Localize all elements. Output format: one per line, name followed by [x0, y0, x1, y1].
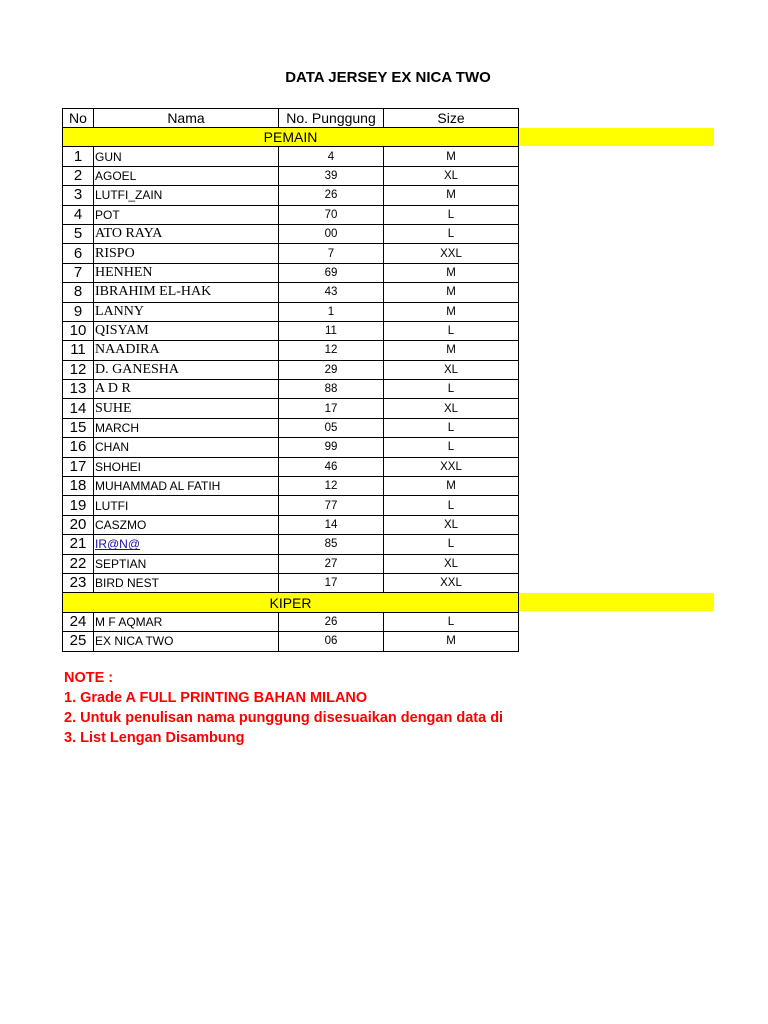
player-name-cell[interactable]: BIRD NEST [94, 573, 279, 592]
row-number-cell[interactable]: 18 [63, 477, 94, 496]
player-name-cell[interactable]: A D R [94, 380, 279, 399]
player-name-cell[interactable]: SHOHEI [94, 457, 279, 476]
jersey-number-cell[interactable]: 26 [279, 612, 384, 631]
table-row [63, 302, 519, 321]
sheet-title: DATA JERSEY EX NICA TWO [285, 69, 491, 86]
size-cell[interactable]: M [384, 147, 519, 166]
table-row [63, 224, 519, 243]
header-name[interactable]: Nama [94, 109, 279, 128]
table-row [63, 438, 519, 457]
player-name-cell[interactable]: NAADIRA [94, 341, 279, 360]
jersey-number-cell[interactable]: 46 [279, 457, 384, 476]
jersey-number-cell[interactable]: 06 [279, 632, 384, 651]
player-name-cell[interactable]: LUTFI_ZAIN [94, 186, 279, 205]
table-row [63, 535, 519, 554]
header-number[interactable]: No. Punggung [279, 109, 384, 128]
row-number-cell[interactable]: 16 [63, 438, 94, 457]
size-cell[interactable]: M [384, 283, 519, 302]
row-number-cell[interactable]: 20 [63, 515, 94, 534]
row-number-cell[interactable]: 14 [63, 399, 94, 418]
note-item: 3. List Lengan Disambung [64, 730, 245, 746]
player-name-cell[interactable]: MARCH [94, 418, 279, 437]
player-name-cell[interactable]: SUHE [94, 399, 279, 418]
header-size[interactable]: Size [384, 109, 519, 128]
jersey-number-cell[interactable]: 99 [279, 438, 384, 457]
row-number-cell[interactable]: 1 [63, 147, 94, 166]
jersey-number-cell[interactable]: 11 [279, 321, 384, 340]
jersey-number-cell[interactable]: 69 [279, 263, 384, 282]
table-row [63, 360, 519, 379]
size-cell[interactable]: XXL [384, 457, 519, 476]
notes-block [64, 668, 503, 748]
player-name-cell[interactable]: RISPO [94, 244, 279, 263]
jersey-table [62, 108, 519, 652]
size-cell[interactable]: M [384, 186, 519, 205]
table-row [63, 263, 519, 282]
table-row [63, 496, 519, 515]
table-row [63, 321, 519, 340]
header-no[interactable]: No [63, 109, 94, 128]
table-row [63, 612, 519, 631]
size-cell[interactable]: L [384, 496, 519, 515]
table-row [63, 205, 519, 224]
table-row [63, 341, 519, 360]
jersey-number-cell[interactable]: 88 [279, 380, 384, 399]
row-number-cell[interactable]: 15 [63, 418, 94, 437]
jersey-number-cell[interactable]: 77 [279, 496, 384, 515]
player-name-cell[interactable]: D. GANESHA [94, 360, 279, 379]
jersey-number-cell[interactable]: 17 [279, 399, 384, 418]
size-cell[interactable]: M [384, 477, 519, 496]
jersey-number-cell[interactable]: 00 [279, 224, 384, 243]
player-name-cell[interactable]: EX NICA TWO [94, 632, 279, 651]
note-item: 2. Untuk penulisan nama punggung disesuaikan dengan data di [64, 710, 504, 726]
row-number-cell[interactable]: 6 [63, 244, 94, 263]
row-number-cell[interactable]: 7 [63, 263, 94, 282]
size-cell[interactable]: L [384, 380, 519, 399]
jersey-number-cell[interactable]: 12 [279, 477, 384, 496]
size-cell[interactable]: M [384, 302, 519, 321]
table-row [63, 283, 519, 302]
table-row [63, 632, 519, 651]
player-name-cell[interactable] [94, 535, 279, 554]
row-number-cell[interactable]: 22 [63, 554, 94, 573]
player-name-cell[interactable]: POT [94, 205, 279, 224]
table-row [63, 477, 519, 496]
jersey-number-cell[interactable]: 43 [279, 283, 384, 302]
size-cell[interactable]: L [384, 612, 519, 631]
table-row [63, 166, 519, 185]
player-name-cell[interactable]: HENHEN [94, 263, 279, 282]
size-cell[interactable]: XL [384, 399, 519, 418]
note-item: 1. Grade A FULL PRINTING BAHAN MILANO [64, 690, 368, 706]
player-name-cell[interactable]: GUN [94, 147, 279, 166]
row-number-cell[interactable]: 10 [63, 321, 94, 340]
jersey-number-cell[interactable]: 85 [279, 535, 384, 554]
size-cell[interactable]: XL [384, 360, 519, 379]
section-band-kiper-extension [519, 593, 714, 611]
player-name-cell[interactable]: ATO RAYA [94, 224, 279, 243]
table-row [63, 573, 519, 592]
jersey-number-cell[interactable]: 14 [279, 515, 384, 534]
jersey-number-cell[interactable]: 70 [279, 205, 384, 224]
table-row [63, 457, 519, 476]
player-name-cell[interactable]: CASZMO [94, 515, 279, 534]
table-row [63, 244, 519, 263]
size-cell[interactable]: L [384, 418, 519, 437]
row-number-cell[interactable]: 25 [63, 632, 94, 651]
row-number-cell[interactable]: 12 [63, 360, 94, 379]
row-number-cell[interactable]: 23 [63, 573, 94, 592]
table-row [63, 554, 519, 573]
table-header-row [63, 109, 519, 128]
size-cell[interactable]: M [384, 263, 519, 282]
section-label[interactable]: PEMAIN [63, 128, 519, 147]
player-name-cell[interactable]: MUHAMMAD AL FATIH [94, 477, 279, 496]
player-name-cell[interactable]: M F AQMAR [94, 612, 279, 631]
size-cell[interactable]: L [384, 438, 519, 457]
table-row [63, 380, 519, 399]
size-cell[interactable]: L [384, 205, 519, 224]
player-name-cell[interactable]: LANNY [94, 302, 279, 321]
row-number-cell[interactable]: 17 [63, 457, 94, 476]
row-number-cell[interactable]: 8 [63, 283, 94, 302]
row-number-cell[interactable]: 3 [63, 186, 94, 205]
size-cell[interactable]: L [384, 535, 519, 554]
jersey-number-cell[interactable]: 12 [279, 341, 384, 360]
row-number-cell[interactable]: 24 [63, 612, 94, 631]
size-cell[interactable]: XL [384, 554, 519, 573]
row-number-cell[interactable]: 2 [63, 166, 94, 185]
size-cell[interactable]: XL [384, 515, 519, 534]
player-name-cell[interactable]: CHAN [94, 438, 279, 457]
table-row [63, 515, 519, 534]
jersey-number-cell[interactable]: 29 [279, 360, 384, 379]
row-number-cell[interactable]: 9 [63, 302, 94, 321]
table-row [63, 399, 519, 418]
jersey-number-cell[interactable]: 17 [279, 573, 384, 592]
table-row [63, 418, 519, 437]
player-name-cell[interactable]: SEPTIAN [94, 554, 279, 573]
size-cell[interactable]: L [384, 321, 519, 340]
table-row [63, 186, 519, 205]
size-cell[interactable]: XXL [384, 573, 519, 592]
row-number-cell[interactable]: 4 [63, 205, 94, 224]
row-number-cell[interactable]: 11 [63, 341, 94, 360]
section-row-kiper [63, 593, 519, 612]
table-row [63, 147, 519, 166]
player-name-cell[interactable]: LUTFI [94, 496, 279, 515]
player-name-cell[interactable]: AGOEL [94, 166, 279, 185]
row-number-cell[interactable]: 21 [63, 535, 94, 554]
player-name-cell[interactable]: QISYAM [94, 321, 279, 340]
section-row-pemain [63, 128, 519, 147]
size-cell[interactable]: XXL [384, 244, 519, 263]
row-number-cell[interactable]: 13 [63, 380, 94, 399]
size-cell[interactable]: M [384, 341, 519, 360]
jersey-number-cell[interactable]: 1 [279, 302, 384, 321]
jersey-number-cell[interactable]: 26 [279, 186, 384, 205]
email-link[interactable]: IR@N@ [95, 537, 141, 552]
jersey-number-cell[interactable]: 05 [279, 418, 384, 437]
size-cell[interactable]: M [384, 632, 519, 651]
size-cell[interactable]: L [384, 224, 519, 243]
jersey-number-cell[interactable]: 4 [279, 147, 384, 166]
section-label[interactable]: KIPER [63, 593, 519, 612]
player-name-cell[interactable]: IBRAHIM EL-HAK [94, 283, 279, 302]
size-cell[interactable]: XL [384, 166, 519, 185]
row-number-cell[interactable]: 5 [63, 224, 94, 243]
jersey-number-cell[interactable]: 27 [279, 554, 384, 573]
note-heading: NOTE : [64, 670, 114, 686]
jersey-number-cell[interactable]: 7 [279, 244, 384, 263]
jersey-number-cell[interactable]: 39 [279, 166, 384, 185]
section-band-pemain-extension [519, 128, 714, 146]
row-number-cell[interactable]: 19 [63, 496, 94, 515]
